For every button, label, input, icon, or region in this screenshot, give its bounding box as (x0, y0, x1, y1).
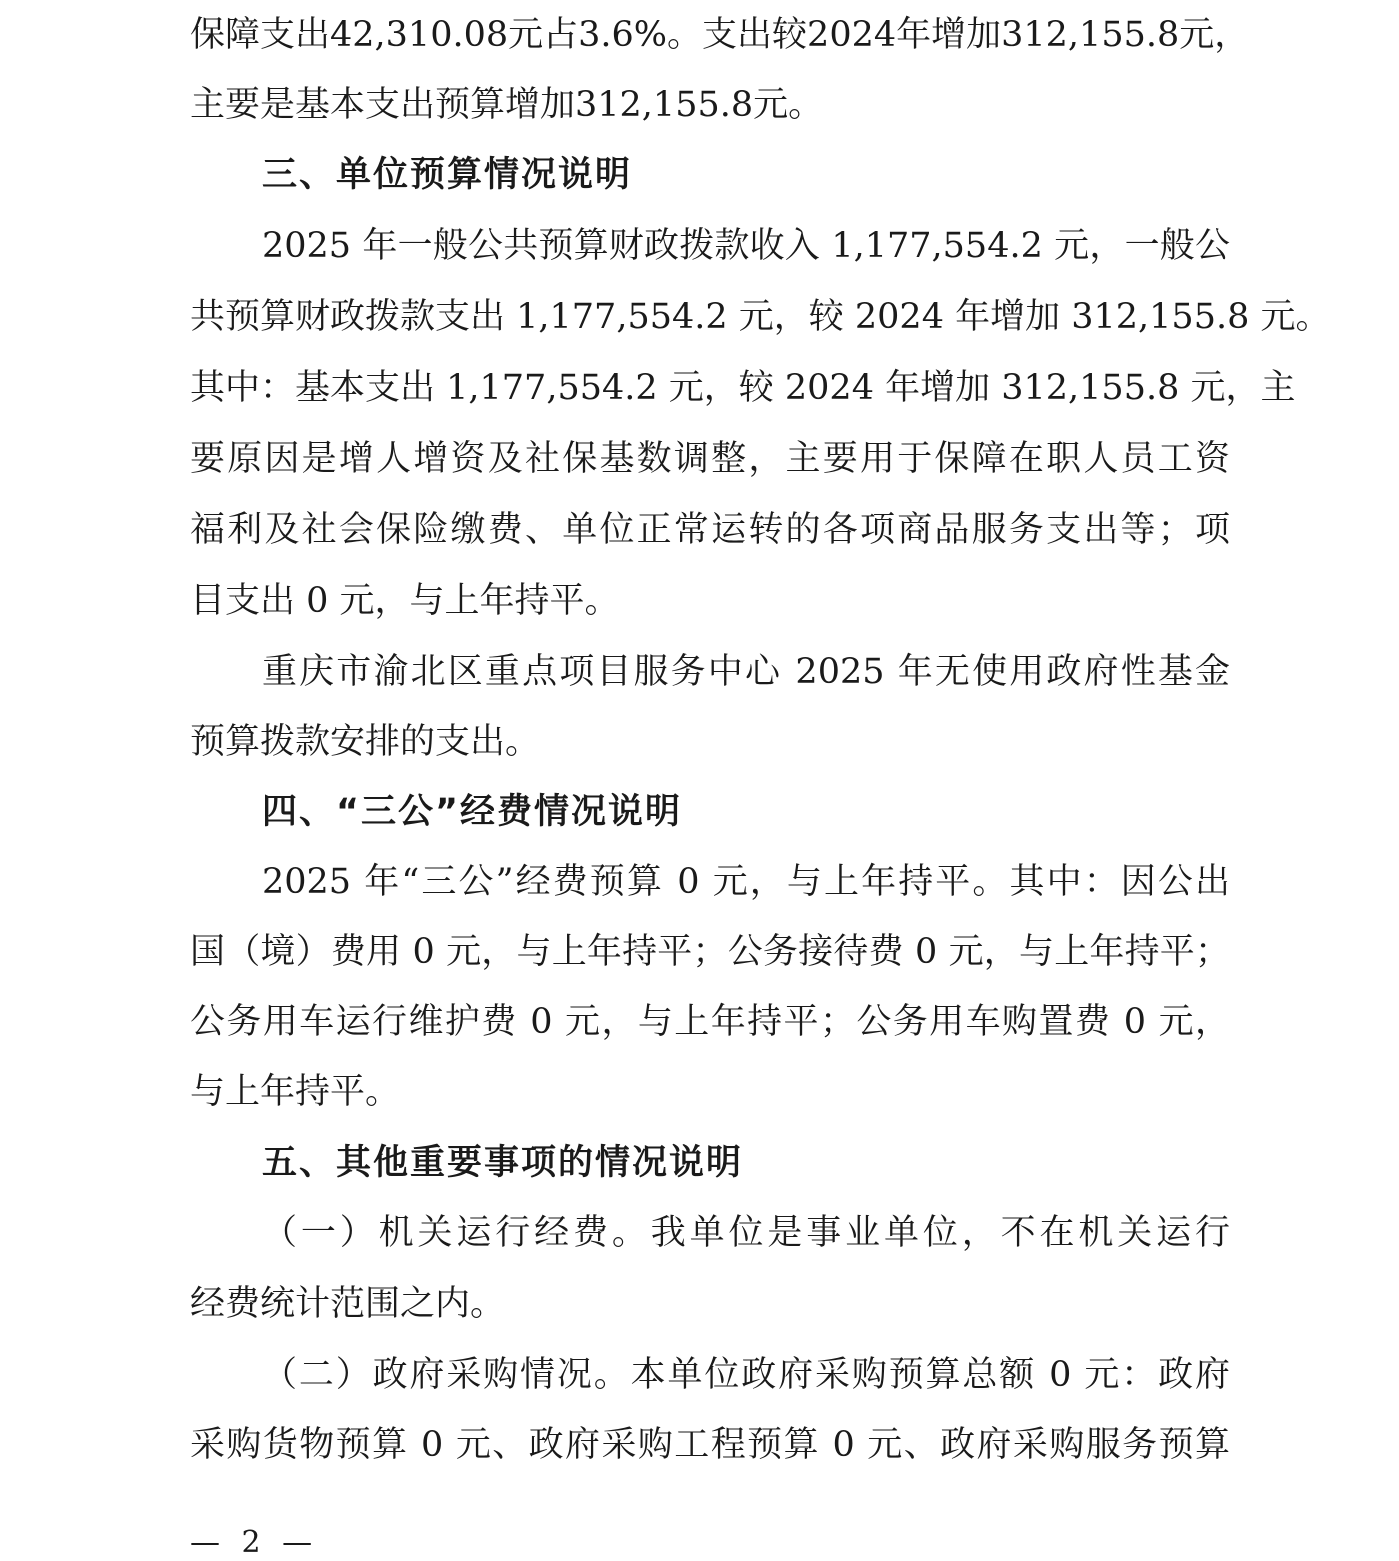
paragraph-line: 2025 年一般公共预算财政拨款收入 1,177,554.2 元，一般公 (262, 226, 1230, 266)
paragraph-line: 预算拨款安排的支出。 (190, 722, 541, 762)
section-heading: 三、单位预算情况说明 (262, 155, 633, 195)
paragraph-line: 与上年持平。 (190, 1072, 401, 1112)
page-number: — 2 — (190, 1525, 319, 1560)
paragraph-line: 保障支出42,310.08元占3.6%。支出较2024年增加312,155.8元， (190, 15, 1250, 55)
section-heading: 四、“三公”经费情况说明 (262, 792, 683, 832)
paragraph-line: 福利及社会保险缴费、单位正常运转的各项商品服务支出等；项 (190, 510, 1230, 550)
paragraph-line: 主要是基本支出预算增加312,155.8元。 (190, 85, 824, 125)
paragraph-line: 公务用车运行维护费 0 元，与上年持平；公务用车购置费 0 元， (190, 1002, 1230, 1042)
paragraph-line: 共预算财政拨款支出 1,177,554.2 元，较 2024 年增加 312,155.8 元。 (190, 297, 1331, 337)
paragraph-line: 目支出 0 元，与上年持平。 (190, 581, 620, 621)
paragraph-line: （二）政府采购情况。本单位政府采购预算总额 0 元：政府 (262, 1355, 1230, 1395)
paragraph-line: 其中：基本支出 1,177,554.2 元，较 2024 年增加 312,155.8 元，主 (190, 368, 1296, 408)
paragraph-line: 要原因是增人增资及社保基数调整，主要用于保障在职人员工资 (190, 439, 1230, 479)
paragraph-line: （一）机关运行经费。我单位是事业单位，不在机关运行 (262, 1213, 1230, 1253)
paragraph-line: 经费统计范围之内。 (190, 1284, 506, 1324)
section-heading: 五、其他重要事项的情况说明 (262, 1143, 744, 1183)
paragraph-line: 采购货物预算 0 元、政府采购工程预算 0 元、政府采购服务预算 (190, 1425, 1230, 1465)
paragraph-line: 重庆市渝北区重点项目服务中心 2025 年无使用政府性基金 (262, 652, 1230, 692)
paragraph-line: 2025 年“三公”经费预算 0 元，与上年持平。其中：因公出 (262, 862, 1230, 902)
paragraph-line: 国（境）费用 0 元，与上年持平；公务接待费 0 元，与上年持平； (190, 932, 1230, 972)
